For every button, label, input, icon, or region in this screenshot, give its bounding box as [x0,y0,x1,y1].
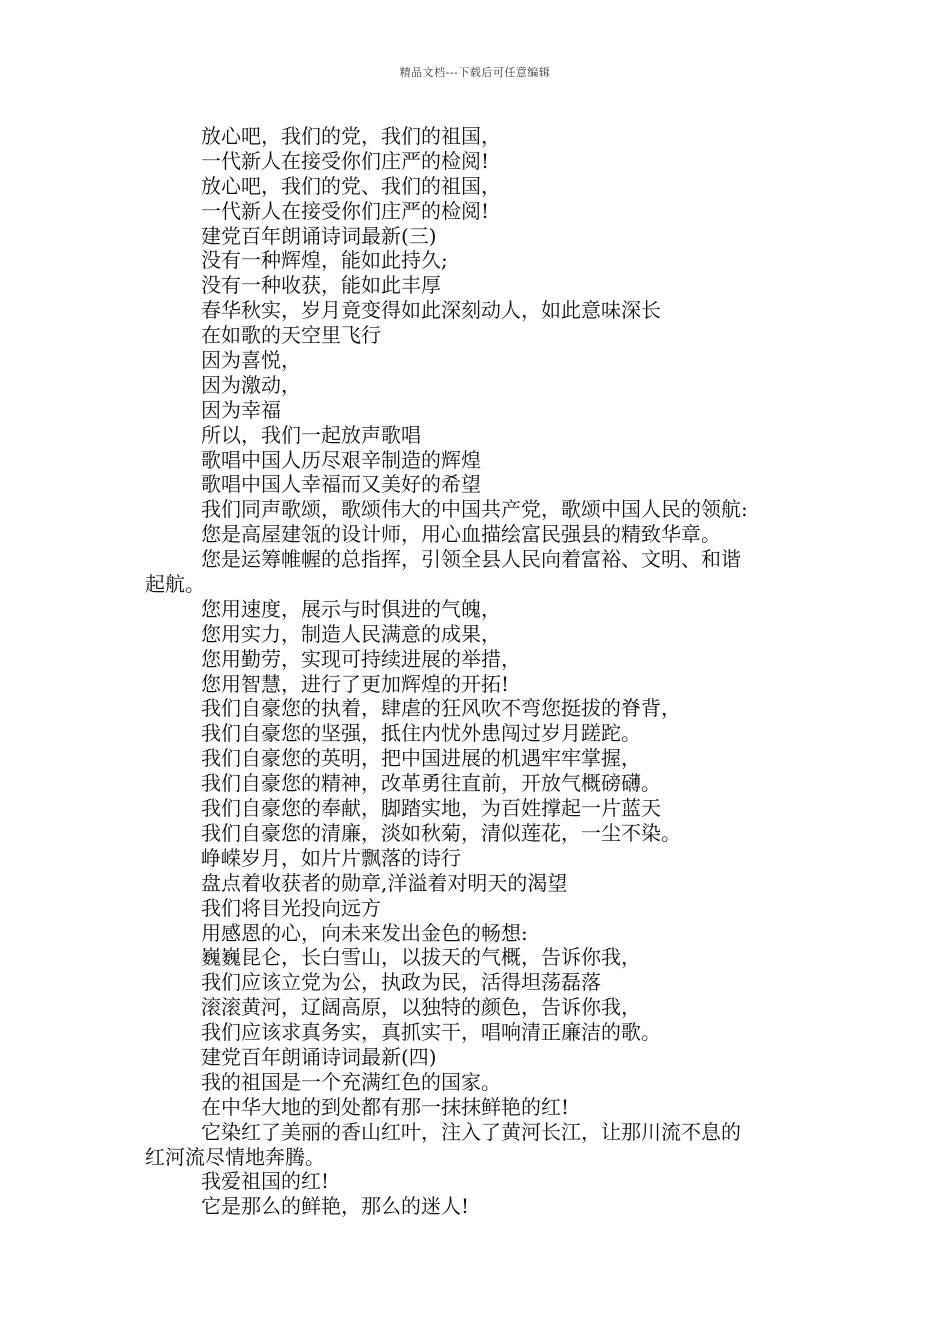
text-line: 一代新人在接受你们庄严的检阅! [201,198,490,223]
text-line: 您用勤劳，实现可持续进展的举措， [201,646,521,671]
text-line: 在如歌的天空里飞行 [201,323,381,348]
text-line: 我们同声歌颂，歌颂伟大的中国共产党，歌颂中国人民的领航: [201,497,748,522]
text-line: 它染红了美丽的香山红叶，注入了黄河长江，让那川流不息的 [201,1119,741,1144]
text-line: 我们自豪您的坚强，抵住内忧外患闯过岁月蹉跎。 [201,721,641,746]
text-line: 因为激动， [201,372,301,397]
text-line: 您用智慧，进行了更加辉煌的开拓! [201,671,510,696]
page-header: 精品文档---下载后可任意编辑 [399,66,551,79]
text-line: 我们自豪您的精神，改革勇往直前，开放气概磅礴。 [201,771,661,796]
text-line: 放心吧，我们的党，我们的祖国， [201,124,501,148]
text-line: 我们自豪您的英明，把中国进展的机遇牢牢掌握， [201,746,641,771]
text-line: 歌唱中国人历尽艰辛制造的辉煌 [201,447,481,472]
text-line: 它是那么的鲜艳，那么的迷人! [201,1194,470,1219]
text-line: 歌唱中国人幸福而又美好的希望 [201,472,481,497]
text-line: 您用速度，展示与时俱进的气魄， [201,596,501,621]
text-line: 因为幸福 [201,397,281,422]
text-line: 我们将目光投向远方 [201,895,381,920]
text-line: 在中华大地的到处都有那一抹抹鲜艳的红! [201,1094,570,1119]
text-line: 我们应该求真务实，真抓实干，唱响清正廉洁的歌。 [201,1020,661,1045]
text-line: 您是高屋建瓴的设计师，用心血描绘富民强县的精致华章。 [201,522,721,547]
text-line-continuation: 红河流尽情地奔腾。 [145,1144,325,1169]
section-heading: 建党百年朗诵诗词最新(四) [201,1044,437,1069]
text-line: 所以，我们一起放声歌唱 [201,422,421,447]
text-line: 没有一种收获，能如此丰厚 [201,273,441,298]
text-line: 因为喜悦， [201,348,301,373]
text-line: 我爱祖国的红! [201,1169,330,1194]
text-line: 一代新人在接受你们庄严的检阅! [201,148,490,173]
text-line: 峥嵘岁月，如片片飘落的诗行 [201,845,461,870]
text-line: 没有一种辉煌，能如此持久; [201,248,448,273]
text-line: 春华秋实，岁月竟变得如此深刻动人，如此意味深长 [201,298,661,323]
text-line: 我们自豪您的清廉，淡如秋菊，清似莲花，一尘不染。 [201,820,681,845]
text-line-continuation: 起航。 [145,572,205,597]
text-line: 我们应该立党为公，执政为民，活得坦荡磊落 [201,970,601,995]
text-line: 您是运筹帷幄的总指挥，引领全县人民向着富裕、文明、和谐 [201,547,741,572]
text-line: 我的祖国是一个充满红色的国家。 [201,1069,501,1094]
text-line: 您用实力，制造人民满意的成果， [201,621,501,646]
section-heading: 建党百年朗诵诗词最新(三) [201,223,437,248]
text-line: 我们自豪您的执着，肆虐的狂风吹不弯您挺拔的脊背， [201,696,681,721]
poem-body [145,124,825,1219]
text-line: 巍巍昆仑，长白雪山，以拔天的气概，告诉你我， [201,945,641,970]
text-line: 放心吧，我们的党、我们的祖国， [201,173,501,198]
text-line: 用感恩的心，向未来发出金色的畅想: [201,920,528,945]
text-line: 滚滚黄河，辽阔高原，以独特的颜色，告诉你我， [201,995,641,1020]
text-line: 我们自豪您的奉献，脚踏实地，为百姓撑起一片蓝天 [201,796,661,821]
text-line: 盘点着收获者的勋章,洋溢着对明天的渴望 [201,870,568,895]
